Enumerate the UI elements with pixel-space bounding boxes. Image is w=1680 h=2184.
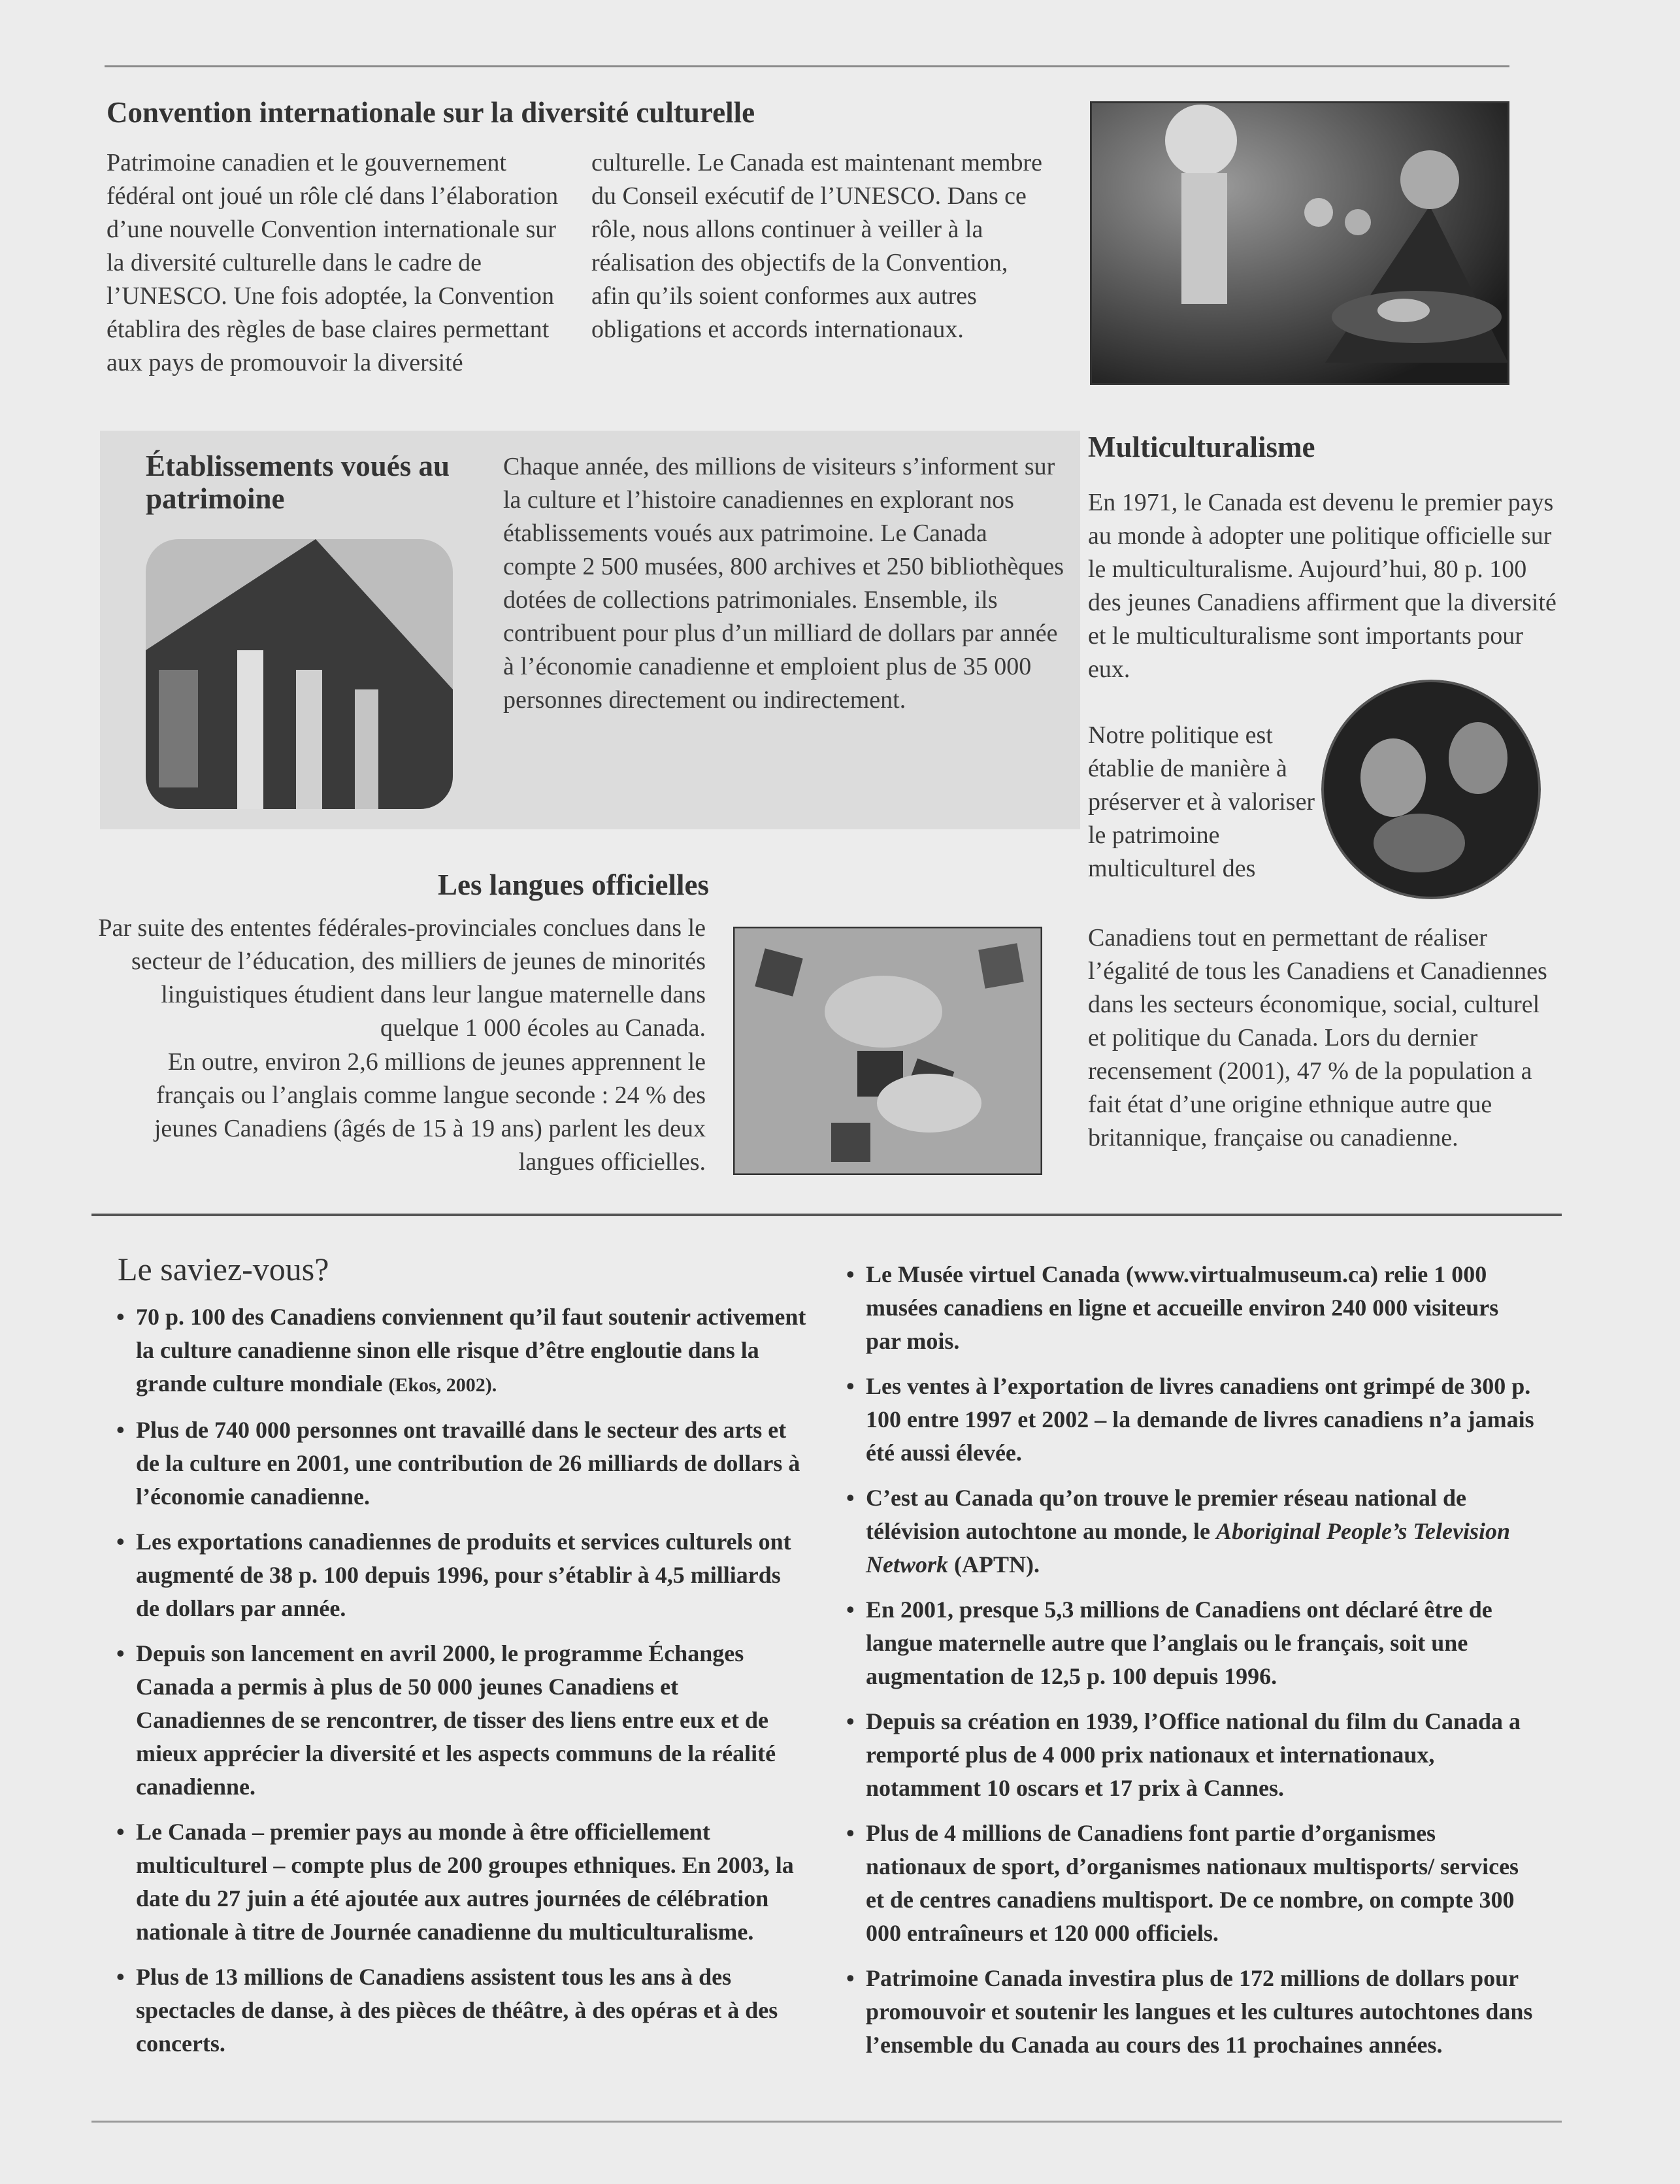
convention-text-col2: culturelle. Le Canada est maintenant membre du Conseil exécutif de l’UNESCO. Dans ce rôle, nous allons continuer à veiller à la réalisation des objectifs de la Convention, afin qu’ils soient conformes aux autres obligations et accords internationaux. xyxy=(591,149,1043,343)
official-languages-text-1: Par suite des ententes fédérales-provinciales conclues dans le secteur de l’éducation, des milliers de jeunes de minorités linguistiques étudient dans leur langue maternelle dans quelque 1 000 écoles au Canada. xyxy=(98,914,706,1042)
bullet-icon: • xyxy=(846,1597,855,1623)
section-divider xyxy=(91,1214,1562,1216)
bullet-icon: • xyxy=(846,1485,855,1511)
heritage-institutions-box xyxy=(100,431,1080,829)
did-you-know-right-column xyxy=(846,1258,1539,2074)
fact-text: Plus de 740 000 personnes ont travaillé dans le secteur des arts et de la culture en 2001, une contribution de 26 milliards de dollars à l’économie canadienne. xyxy=(136,1417,800,1510)
official-languages-text-2: En outre, environ 2,6 millions de jeunes apprennent le français ou l’anglais comme langue seconde : 24 % des jeunes Canadiens (âgés de 15 à 19 ans) parlent les deux langues officielles. xyxy=(154,1048,706,1176)
bullet-icon: • xyxy=(846,1965,855,1991)
multiculturalism-text-bottom: Canadiens tout en permettant de réaliser l’égalité de tous les Canadiens et Canadiennes dans les secteurs économique, social, culturel et politique du Canada. Lors du dernier recensement (2001), 47 % de la population a fait état d’une origine ethnique autre que britannique, française ou canadienne. xyxy=(1088,924,1547,1151)
fact-item xyxy=(846,1817,1539,1950)
fact-text-after: (APTN). xyxy=(948,1551,1040,1578)
bullet-icon: • xyxy=(116,1529,125,1555)
fact-text: C’est au Canada qu’on trouve le premier réseau national de télévision autochtone au monde, le xyxy=(866,1485,1467,1544)
fact-text: Le Canada – premier pays au monde à être officiellement multiculturel – compte plus de 200 groupes ethniques. En 2003, la date du 27 juin a été ajoutée aux autres journées de célébration nationale à titre de Journée canadienne du multiculturalisme. xyxy=(136,1819,794,1945)
fact-item xyxy=(116,1300,809,1402)
fact-italic-text: Aboriginal People’s Television Network xyxy=(866,1518,1510,1578)
fact-item xyxy=(116,1414,809,1514)
bullet-icon: • xyxy=(116,1304,125,1330)
fact-item xyxy=(116,1525,809,1625)
top-rule xyxy=(105,65,1509,67)
fact-item xyxy=(846,1258,1539,1358)
bullet-icon: • xyxy=(116,1964,125,1990)
bullet-icon: • xyxy=(846,1261,855,1287)
fact-text: Les ventes à l’exportation de livres canadiens ont grimpé de 300 p. 100 entre 1997 et 2002 – la demande de livres canadiens n’a jamais été aussi élevée. xyxy=(866,1373,1534,1466)
bullet-icon: • xyxy=(116,1819,125,1845)
fact-text: Patrimoine Canada investira plus de 172 millions de dollars pour promouvoir et soutenir les langues et les cultures autochtones dans l’ensemble du Canada au cours des 11 prochaines années. xyxy=(866,1965,1533,2058)
bottom-rule xyxy=(91,2121,1562,2123)
fact-item xyxy=(846,1370,1539,1470)
heritage-institutions-title: Établissements voués au patrimoine xyxy=(146,450,450,515)
theatre-photo xyxy=(1090,101,1509,385)
fact-item xyxy=(846,1481,1539,1581)
did-you-know-left-column xyxy=(116,1300,809,2072)
did-you-know-title: Le saviez-vous? xyxy=(118,1251,329,1287)
fact-text: Plus de 4 millions de Canadiens font partie d’organismes nationaux de sport, d’organismes nationaux multisports/ services et de centres canadiens multisport. De ce nombre, on compte 300 000 entraîneurs et 120 000 officiels. xyxy=(866,1820,1519,1946)
fact-item xyxy=(846,1962,1539,2062)
family-photo xyxy=(1321,680,1541,899)
fact-item xyxy=(116,1961,809,2060)
fact-text: Les exportations canadiennes de produits et services culturels ont augmenté de 38 p. 100 depuis 1996, pour s’établir à 4,5 milliards de dollars par année. xyxy=(136,1529,791,1621)
fact-source: (Ekos, 2002). xyxy=(388,1374,497,1396)
fact-text: Plus de 13 millions de Canadiens assistent tous les ans à des spectacles de danse, à des pièces de théâtre, à des opéras et à des concerts. xyxy=(136,1964,778,2057)
heritage-institutions-text: Chaque année, des millions de visiteurs s’informent sur la culture et l’histoire canadiennes en explorant nos établissements voués aux patrimoine. Le Canada compte 2 500 musées, 800 archives et 250 bibliothèques dotées de collections patrimoniales. Ensemble, ils contribuent pour plus d’un milliard de dollars par année à l’économie canadienne et emploient plus de 35 000 personnes directement ou indirectement. xyxy=(503,453,1064,714)
bullet-icon: • xyxy=(846,1820,855,1846)
fact-item xyxy=(846,1705,1539,1805)
convention-title: Convention internationale sur la diversité culturelle xyxy=(107,96,755,129)
fact-item xyxy=(116,1815,809,1949)
fact-text: En 2001, presque 5,3 millions de Canadiens ont déclaré être de langue maternelle autre que l’anglais ou le français, soit une augmentation de 12,5 p. 100 depuis 1996. xyxy=(866,1597,1492,1689)
multiculturalism-text-narrow: Notre politique est établie de manière à préserver et à valoriser le patrimoine multiculturel des xyxy=(1088,721,1315,882)
official-languages-title: Les langues officielles xyxy=(438,869,709,901)
fact-text: Le Musée virtuel Canada (www.virtualmuseum.ca) relie 1 000 musées canadiens en ligne et accueille environ 240 000 visiteurs par mois. xyxy=(866,1261,1499,1354)
museum-building-photo xyxy=(146,539,453,809)
fact-text: Depuis son lancement en avril 2000, le programme Échanges Canada a permis à plus de 50 000 jeunes Canadiens et Canadiennes de se rencontrer, de tisser des liens entre eux et de mieux apprécier la diversité et les aspects communs de la réalité canadienne. xyxy=(136,1640,776,1800)
multiculturalism-text-top: En 1971, le Canada est devenu le premier pays au monde à adopter une politique officielle sur le multiculturalisme. Aujourd’hui, 80 p. 100 des jeunes Canadiens affirment que la diversité et le multiculturalisme sont importants pour eux. xyxy=(1088,489,1556,683)
fact-text: Depuis sa création en 1939, l’Office national du film du Canada a remporté plus de 4 000 prix nationaux et internationaux, notamment 10 oscars et 17 prix à Cannes. xyxy=(866,1708,1521,1801)
fact-text: 70 p. 100 des Canadiens conviennent qu’il faut soutenir activement la culture canadienne sinon elle risque d’être engloutie dans la grande culture mondiale xyxy=(136,1304,806,1397)
convention-text-col1: Patrimoine canadien et le gouvernement fédéral ont joué un rôle clé dans l’élaboration d’une nouvelle Convention internationale sur la diversité culturelle dans le cadre de l’UNESCO. Une fois adoptée, la Convention établira des règles de base claires permettant aux pays de promouvoir la diversité xyxy=(107,149,559,376)
bullet-icon: • xyxy=(116,1640,125,1666)
letter-blocks-photo xyxy=(733,927,1042,1175)
multiculturalism-title: Multiculturalisme xyxy=(1088,431,1315,463)
bullet-icon: • xyxy=(846,1373,855,1399)
fact-item xyxy=(846,1593,1539,1693)
fact-item xyxy=(116,1637,809,1804)
bullet-icon: • xyxy=(116,1417,125,1443)
bullet-icon: • xyxy=(846,1708,855,1734)
